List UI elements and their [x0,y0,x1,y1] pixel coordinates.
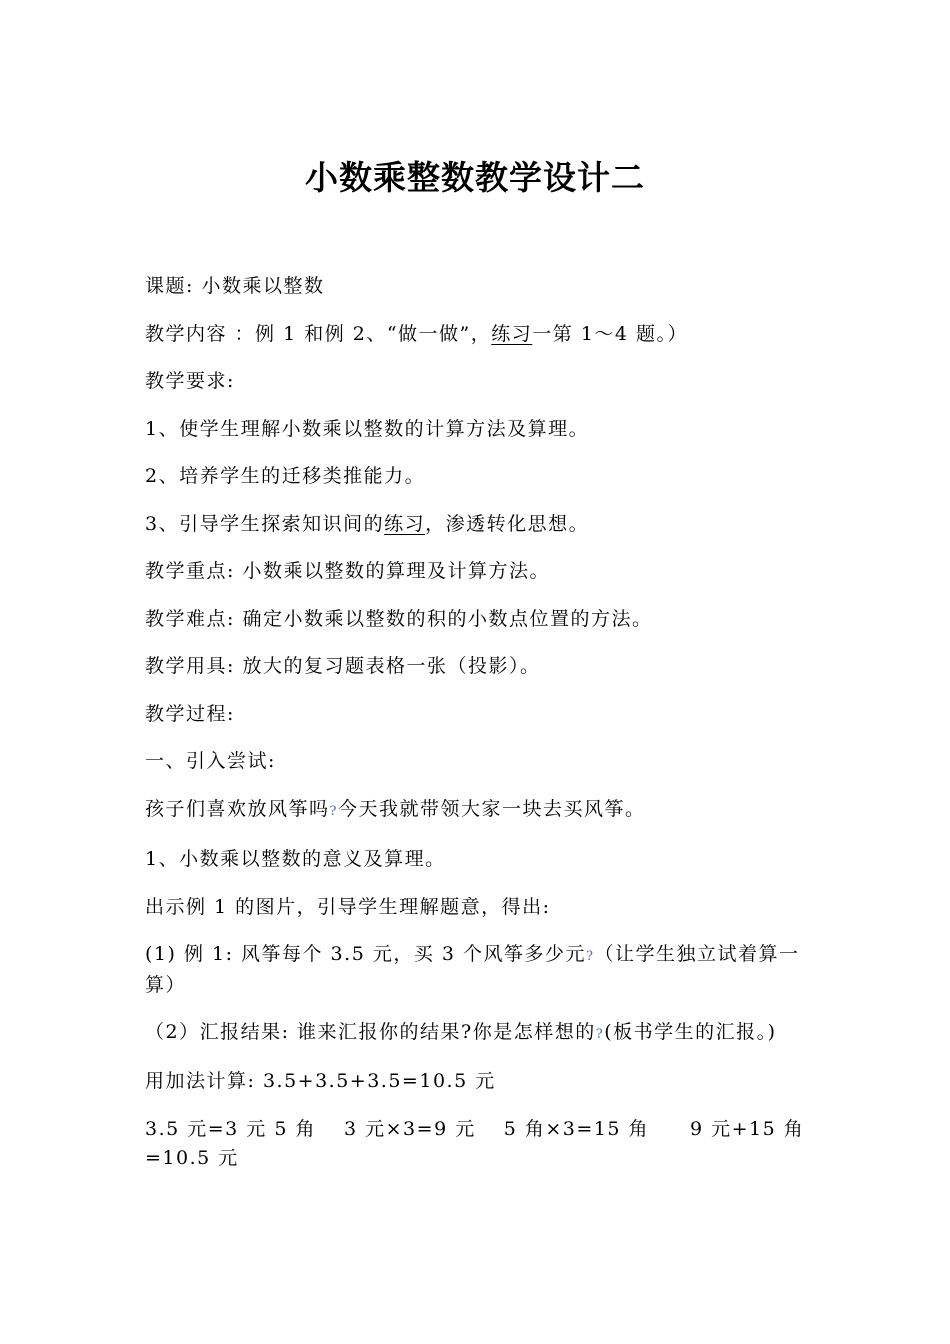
document-title: 小数乘整数教学设计二 [305,158,645,197]
requirement-1: 1、使学生理解小数乘以整数的计算方法及算理。 [145,417,590,440]
key-point-line: 教学重点: 小数乘以整数的算理及计算方法。 [145,560,550,582]
example-1-question-mark: ? [586,949,595,964]
requirement-3 [145,510,810,538]
content-text-a: 教学内容 ：例 1 和例 2、“做一做”， [145,322,492,345]
teaching-tools-line: 教学用具: 放大的复习题表格一张（投影）。 [145,655,541,677]
section-1-heading: 一、引入尝试: [145,750,276,772]
report-text-a: （2）汇报结果: 谁来汇报你的结果?你是怎样想的 [145,1021,596,1043]
intro-line [145,795,810,826]
example-1-text-b: （让学生独立试着算一算） [145,943,800,996]
meaning-line: 1、小数乘以整数的意义及算理。 [145,848,446,870]
intro-text-b: 今天我就带领大家一块去买风筝。 [338,797,646,820]
difficult-point-line: 教学难点: 确定小数乘以整数的积的小数点位置的方法。 [145,607,653,630]
intro-text-a: 孩子们喜欢放风筝吗 [145,797,330,820]
report-paragraph [145,1018,810,1049]
document-body [145,272,810,1191]
intro-question-mark: ? [329,803,338,819]
report-question-mark: ? [595,1027,605,1042]
content-line [145,320,810,348]
exercise-link-2[interactable]: 练习 [384,512,426,535]
requirements-heading: 教学要求: [145,370,235,392]
report-text-b: (板书学生的汇报。) [604,1021,777,1043]
requirement-2: 2、培养学生的迁移类推能力。 [145,465,426,487]
topic-line: 课题: 小数乘以整数 [145,275,325,297]
show-example-line: 出示例 1 的图片，引导学生理解题意，得出: [145,895,551,918]
requirement-3-text-b: ，渗透转化思想。 [425,512,590,535]
requirement-3-text-a: 3、引导学生探索知识间的 [145,512,385,535]
example-1-paragraph [145,940,810,1000]
process-heading: 教学过程: [145,702,235,725]
addition-line: 用加法计算: 3.5+3.5+3.5=10.5 元 [145,1070,496,1092]
example-1-text-a: (1) 例 1: 风筝每个 3.5 元，买 3 个风筝多少元 [145,943,586,965]
exercise-link[interactable]: 练习 [491,322,533,345]
content-text-b: 一第 1～4 题。） [532,322,689,345]
calculation-paragraph: 3.5 元=3 元 5 角 3 元×3=9 元 5 角×3=15 角 9 元+15 角=10.5 元 [145,1117,805,1169]
